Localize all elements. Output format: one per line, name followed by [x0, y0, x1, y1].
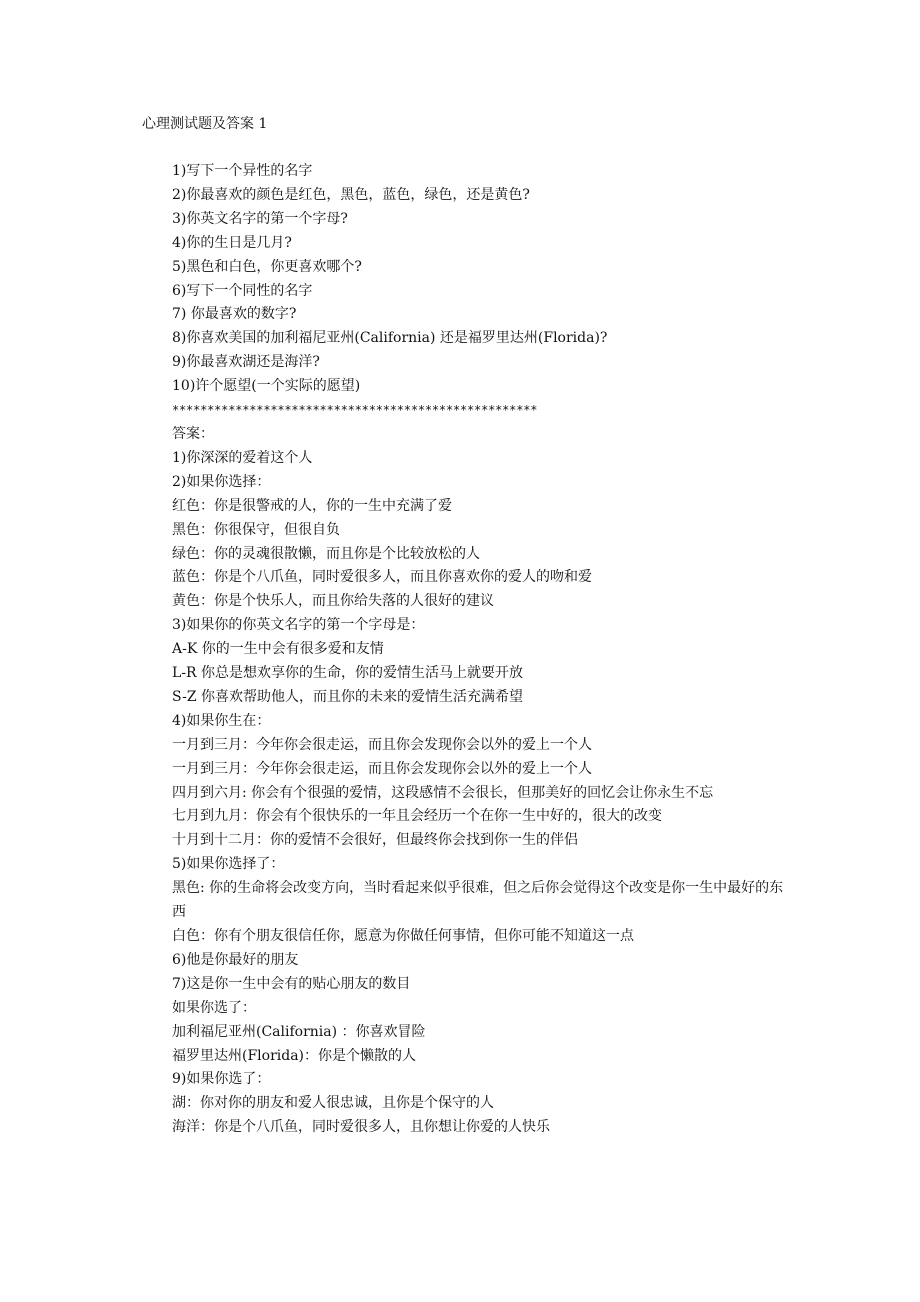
document-body	[142, 160, 788, 1140]
answer-line: S-Z 你喜欢帮助他人，而且你的未来的爱情生活充满希望	[172, 688, 524, 705]
answer-line: 加利福尼亚州(California) ：你喜欢冒险	[172, 1023, 426, 1040]
answer-line: A-K 你的一生中会有很多爱和友情	[172, 641, 384, 658]
answer-line: 一月到三月：今年你会很走运，而且你会发现你会以外的爱上一个人	[172, 736, 592, 753]
answer-line: 湖：你对你的朋友和爱人很忠诚，且你是个保守的人	[172, 1095, 494, 1112]
question-line: 4)你的生日是几月?	[172, 234, 292, 251]
question-line: 3)你英文名字的第一个字母?	[172, 210, 348, 227]
answer-line: 十月到十二月：你的爱情不会很好，但最终你会找到你一生的伴侣	[172, 832, 578, 849]
answer-line: 福罗里达州(Florida)：你是个懒散的人	[172, 1047, 417, 1064]
question-line: 10)许个愿望(一个实际的愿望)	[172, 378, 361, 395]
answer-line: 7)这是你一生中会有的贴心朋友的数目	[172, 975, 411, 992]
answer-line: 如果你选了：	[172, 999, 256, 1016]
answer-line: 白色：你有个朋友很信任你，愿意为你做任何事情，但你可能不知道这一点	[172, 928, 634, 944]
answer-line: 四月到六月: 你会有个很强的爱情，这段感情不会很长，但那美好的回忆会让你永生不忘	[172, 784, 714, 801]
answer-line: 蓝色：你是个八爪鱼，同时爱很多人，而且你喜欢你的爱人的吻和爱	[172, 569, 592, 586]
answer-line: 红色：你是很警戒的人，你的一生中充满了爱	[172, 497, 452, 514]
answer-line: 4)如果你生在：	[172, 712, 271, 729]
answer-line: 一月到三月：今年你会很走运，而且你会发现你会以外的爱上一个人	[172, 760, 592, 777]
answer-line: 七月到九月：你会有个很快乐的一年且会经历一个在你一生中好的，很大的改变	[172, 808, 662, 825]
answer-line: 2)如果你选择：	[172, 473, 271, 490]
question-line: 8)你喜欢美国的加利福尼亚州(California) 还是福罗里达州(Florida)?	[172, 330, 608, 347]
answer-line: 1)你深深的爱着这个人	[172, 449, 313, 466]
answer-line: 5)如果你选择了：	[172, 856, 285, 873]
answer-line: L-R 你总是想欢享你的生命，你的爱情生活马上就要开放	[172, 665, 524, 682]
question-line: 6)写下一个同性的名字	[172, 282, 313, 299]
question-line: 7) 你最喜欢的数字?	[172, 306, 297, 323]
document-title: 心理测试题及答案 1	[142, 116, 268, 132]
answer-line: 6)他是你最好的朋友	[172, 951, 299, 968]
question-line: 9)你最喜欢湖还是海洋?	[172, 354, 320, 371]
answer-line: 黑色: 你的生命将会改变方向，当时看起来似乎很难，但之后你会觉得这个改变是你一生中最好的东西	[172, 880, 784, 921]
answer-line: 黑色：你很保守，但很自负	[172, 521, 340, 538]
question-line: 2)你最喜欢的颜色是红色，黑色，蓝色，绿色，还是黄色?	[172, 186, 530, 203]
separator-line: ****************************************************	[172, 403, 538, 418]
answer-line: 黄色：你是个快乐人，而且你给失落的人很好的建议	[172, 593, 494, 610]
answers-heading: 答案：	[172, 425, 214, 442]
answer-line: 3)如果你的你英文名字的第一个字母是：	[172, 617, 425, 634]
question-line: 5)黑色和白色，你更喜欢哪个?	[172, 258, 362, 275]
answer-line: 绿色：你的灵魂很散懒，而且你是个比较放松的人	[172, 545, 480, 562]
answer-line: 海洋：你是个八爪鱼，同时爱很多人，且你想让你爱的人快乐	[172, 1119, 550, 1136]
question-line: 1)写下一个异性的名字	[172, 163, 313, 179]
answer-line: 9)如果你选了：	[172, 1071, 271, 1088]
